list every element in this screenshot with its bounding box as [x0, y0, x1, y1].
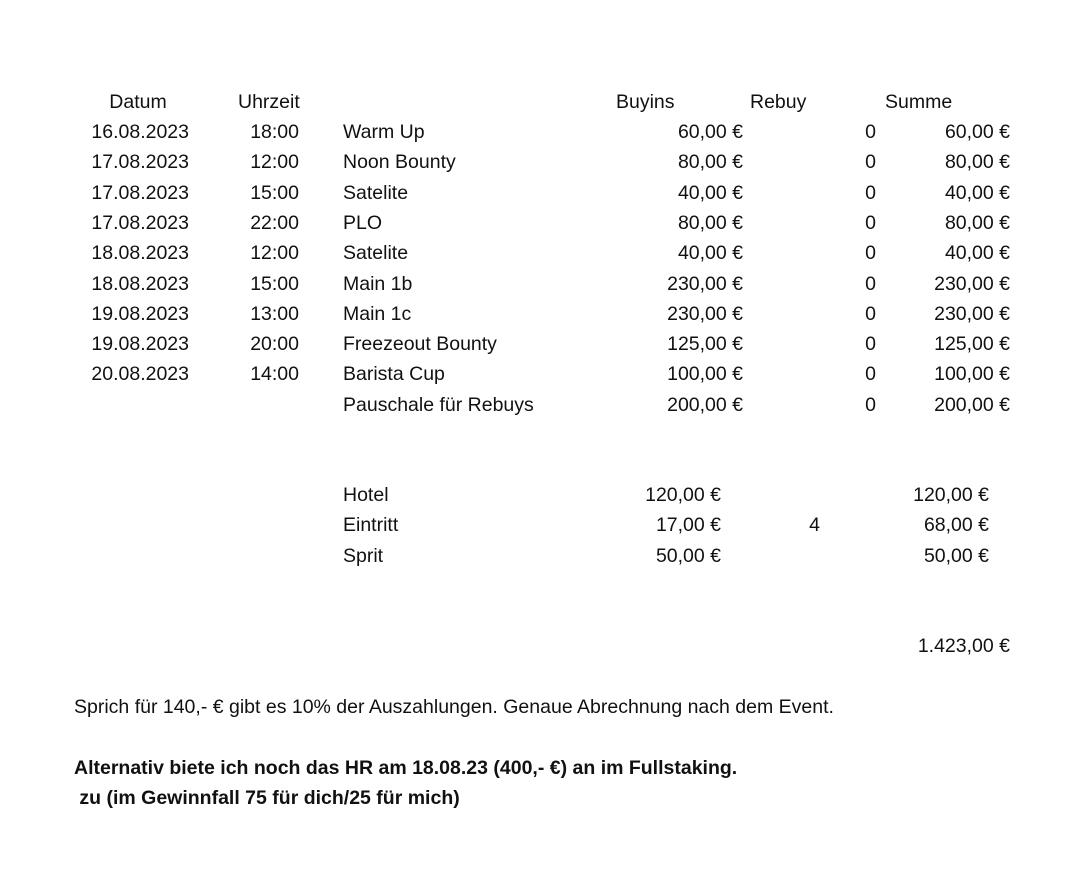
cell-summe: 80,00 €: [944, 151, 1010, 173]
cell-summe: 80,00 €: [944, 212, 1010, 234]
cell-rebuy: 0: [865, 242, 876, 264]
cell-summe: 230,00 €: [934, 303, 1010, 325]
header-buyins: Buyins: [616, 91, 675, 113]
cell-summe: 40,00 €: [944, 182, 1010, 204]
extra-label: Sprit: [343, 545, 384, 567]
cell-buyin: 40,00 €: [677, 182, 743, 204]
cell-summe: 60,00 €: [944, 121, 1010, 143]
cell-datum: 16.08.2023: [91, 121, 189, 143]
cell-datum: 17.08.2023: [91, 182, 189, 204]
cell-rebuy: 0: [865, 151, 876, 173]
cell-datum: 19.08.2023: [91, 303, 189, 325]
cell-uhrzeit: 12:00: [250, 151, 299, 173]
cell-uhrzeit: 18:00: [250, 121, 299, 143]
cell-rebuy: 0: [865, 333, 876, 355]
cell-datum: 17.08.2023: [91, 151, 189, 173]
cell-uhrzeit: 14:00: [250, 363, 299, 385]
cell-uhrzeit: 13:00: [250, 303, 299, 325]
cell-rebuy: 0: [865, 212, 876, 234]
cell-event: Noon Bounty: [343, 151, 456, 173]
cell-rebuy: 0: [865, 303, 876, 325]
cell-buyin: 100,00 €: [667, 363, 743, 385]
cell-rebuy: 0: [865, 121, 876, 143]
note-split: zu (im Gewinnfall 75 für dich/25 für mich): [74, 787, 460, 809]
cell-uhrzeit: 22:00: [250, 212, 299, 234]
extra-price: 120,00 €: [645, 484, 721, 506]
cell-summe: 230,00 €: [934, 273, 1010, 295]
cell-event: Pauschale für Rebuys: [343, 394, 534, 416]
header-rebuy: Rebuy: [750, 91, 807, 113]
cell-buyin: 230,00 €: [667, 273, 743, 295]
extra-label: Hotel: [343, 484, 389, 506]
note-offer: Sprich für 140,- € gibt es 10% der Auszahlungen. Genaue Abrechnung nach dem Event.: [74, 696, 834, 718]
cell-event: PLO: [343, 212, 383, 234]
extra-label: Eintritt: [343, 514, 399, 536]
header-datum: Datum: [109, 91, 167, 113]
extra-qty: 4: [809, 514, 820, 536]
cell-datum: 18.08.2023: [91, 273, 189, 295]
cell-buyin: 200,00 €: [667, 394, 743, 416]
cell-uhrzeit: 15:00: [250, 182, 299, 204]
cell-event: Barista Cup: [343, 363, 445, 385]
cell-buyin: 80,00 €: [677, 151, 743, 173]
cell-rebuy: 0: [865, 394, 876, 416]
cell-buyin: 60,00 €: [677, 121, 743, 143]
cell-summe: 200,00 €: [934, 394, 1010, 416]
cell-datum: 19.08.2023: [91, 333, 189, 355]
cell-rebuy: 0: [865, 273, 876, 295]
header-summe: Summe: [885, 91, 953, 113]
cell-event: Main 1c: [343, 303, 412, 325]
cell-summe: 40,00 €: [944, 242, 1010, 264]
cell-uhrzeit: 20:00: [250, 333, 299, 355]
grand-total: 1.423,00 €: [917, 635, 1010, 657]
extra-summe: 50,00 €: [923, 545, 989, 567]
extra-price: 50,00 €: [655, 545, 721, 567]
cell-buyin: 230,00 €: [667, 303, 743, 325]
extra-summe: 120,00 €: [913, 484, 989, 506]
cell-event: Warm Up: [343, 121, 425, 143]
cell-event: Satelite: [343, 182, 409, 204]
header-uhrzeit: Uhrzeit: [238, 91, 300, 113]
extra-price: 17,00 €: [655, 514, 721, 536]
cell-buyin: 125,00 €: [667, 333, 743, 355]
cell-rebuy: 0: [865, 182, 876, 204]
cell-buyin: 40,00 €: [677, 242, 743, 264]
cell-summe: 100,00 €: [934, 363, 1010, 385]
cell-event: Satelite: [343, 242, 409, 264]
cell-event: Freezeout Bounty: [343, 333, 497, 355]
cell-datum: 20.08.2023: [91, 363, 189, 385]
cell-uhrzeit: 12:00: [250, 242, 299, 264]
cell-uhrzeit: 15:00: [250, 273, 299, 295]
cell-datum: 18.08.2023: [91, 242, 189, 264]
note-alternative: Alternativ biete ich noch das HR am 18.08.23 (400,- €) an im Fullstaking.: [74, 757, 738, 779]
cell-datum: 17.08.2023: [91, 212, 189, 234]
cell-summe: 125,00 €: [934, 333, 1010, 355]
extra-summe: 68,00 €: [923, 514, 989, 536]
cell-rebuy: 0: [865, 363, 876, 385]
cell-event: Main 1b: [343, 273, 413, 295]
cell-buyin: 80,00 €: [677, 212, 743, 234]
